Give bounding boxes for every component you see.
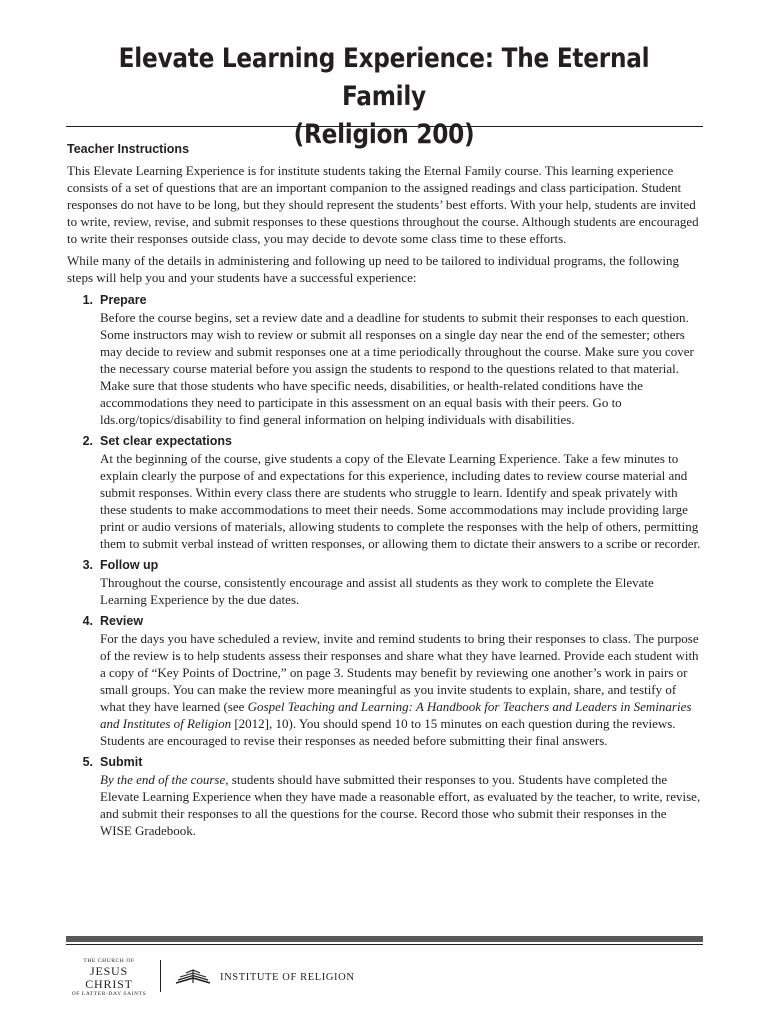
step-title: Prepare — [100, 293, 147, 307]
step-number: 2. — [82, 434, 93, 448]
church-logo-line-1: THE CHURCH OF — [83, 958, 135, 964]
institute-label: INSTITUTE OF RELIGION — [220, 971, 355, 983]
step-number: 3. — [82, 558, 93, 572]
church-logo-line-3: OF LATTER-DAY SAINTS — [71, 991, 147, 997]
step-number: 5. — [82, 755, 93, 769]
steps-list — [67, 292, 701, 839]
step-text-part: [2012], 10). You should spend 10 to 15 minutes on each question during the reviews. Students are encouraged to revise their responses as needed before submitting their final answers. — [100, 716, 676, 748]
step-follow-up — [67, 557, 701, 608]
logo-divider — [160, 960, 161, 992]
book-title-citation: Gospel Teaching and Learning: A Handbook for Teachers and Leaders in Seminaries and Institutes of Religion — [100, 699, 692, 731]
step-title: Review — [100, 614, 144, 628]
step-text-italic: By the end of the course, — [100, 772, 229, 787]
step-text-part: For the days you have scheduled a review, invite and remind students to bring their responses to class. The purpose of the review is to help students assess their responses and share what they have learned. Provide each student with a copy of “Key Points of Doctrine,” on page 3. Students may benefit by reviewing one another’s work in pairs or small groups. You can make the review more meaningful as you invite students to explain, share, and testify of what they have learned (see — [100, 631, 699, 714]
footer-divider — [66, 944, 703, 945]
step-text: Before the course begins, set a review date and a deadline for students to submit their responses to each question. Some instructors may wish to review or submit all responses on a single day near the end of the semester; others may decide to review and submit responses one at a time periodically throughout the course. Make sure you cover the necessary course material before you assign the students to respond to the questions related to that material. Make sure that those students who have specific needs, disabilities, or health-related conditions have the accommodations they need to participate in this assessment on an equal basis with their peers. Go to lds.org/topics/disability to find general information on helping individuals with disabilities. — [100, 310, 694, 427]
step-text: At the beginning of the course, give students a copy of the Elevate Learning Experience. Take a few minutes to explain clearly the purpose of and expectations for this experience, including dates to review course material and submit responses. Within every class there are students who struggle to learn. Identify and speak privately with these students to make accommodations to meet their needs. Some accommodations may include providing large print or audio versions of materials, allowing students to complete the responses with the help of others, permitting them to submit verbal instead of written responses, or allowing them to dictate their answers to a scribe or recorder. — [100, 451, 701, 551]
institute-logo — [174, 966, 355, 988]
step-text — [100, 630, 701, 749]
intro-paragraph-2: While many of the details in administering and following up need to be tailored to individual programs, the following steps will help you and your students have a successful experience: — [67, 253, 679, 285]
step-text: Throughout the course, consistently encourage and assist all students as they work to complete the Elevate Learning Experience by the due dates. — [100, 575, 654, 607]
title-line-2: (Religion 200) — [293, 119, 475, 150]
step-title: Set clear expectations — [100, 434, 233, 448]
step-title: Follow up — [100, 558, 159, 572]
step-set-clear-expectations — [67, 433, 701, 552]
church-logo — [66, 958, 152, 997]
intro-paragraph-1: This Elevate Learning Experience is for institute students taking the Eternal Family course. This learning experience consists of a set of questions that are an important companion to the assigned readings and class participation. Student responses do not have to be long, but they should represent the students’ best efforts. With your help, students are invited to write, review, revise, and submit responses to these questions throughout the course. Although students are encouraged to write their responses outside class, you may decide to devote some class time to these efforts. — [67, 163, 699, 246]
document-title — [88, 40, 680, 154]
step-prepare — [67, 292, 701, 428]
section-heading: Teacher Instructions — [67, 142, 190, 156]
title-divider — [66, 126, 703, 127]
footer-bar — [66, 936, 703, 942]
step-text-part: students should have submitted their responses to you. Students have completed the Elevate Learning Experience when they have made a reasonable effort, as evaluated by the teacher, to write, revise, and submit their responses to all the questions for the course. Record those who submit their responses in the WISE Gradebook. — [100, 772, 701, 838]
document-body — [67, 141, 701, 844]
step-submit — [67, 754, 701, 839]
step-number: 4. — [82, 614, 93, 628]
title-line-1: Elevate Learning Experience: The Eternal Family — [118, 43, 650, 112]
step-text — [100, 771, 701, 839]
step-review — [67, 613, 701, 749]
step-number: 1. — [82, 293, 93, 307]
church-logo-line-2: JESUS CHRIST — [85, 964, 133, 991]
institute-book-icon — [174, 967, 212, 987]
step-title: Submit — [100, 755, 143, 769]
